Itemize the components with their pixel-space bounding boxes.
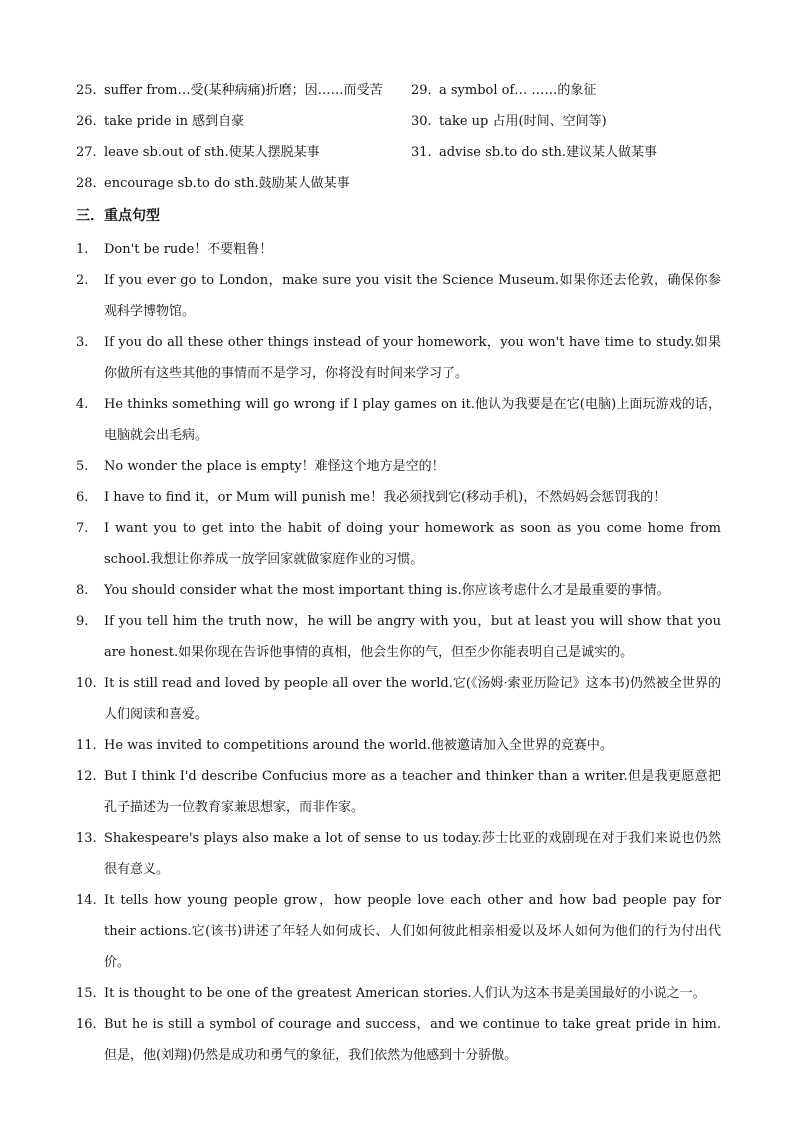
sentence-text: If you tell him the truth now，he will be angry with you，but at least you will show that you are honest.如果你现在告诉他事情的真相，他会生你的气，但至少你能表明自己是诚实的。 bbox=[104, 614, 721, 660]
vocab-row bbox=[76, 140, 756, 171]
item-number: 29. bbox=[411, 83, 432, 98]
item-number: 12. bbox=[76, 769, 97, 784]
sentence-item bbox=[76, 513, 721, 575]
sentence-item bbox=[76, 823, 721, 885]
sentence-item bbox=[76, 730, 721, 761]
sentence-item bbox=[76, 265, 721, 327]
vocab-item bbox=[76, 140, 320, 166]
item-number: 7. bbox=[76, 521, 89, 536]
vocab-item bbox=[76, 109, 244, 135]
item-number: 30. bbox=[411, 114, 432, 129]
sentence-item bbox=[76, 327, 721, 389]
sentence-item bbox=[76, 606, 721, 668]
item-number: 13. bbox=[76, 831, 97, 846]
sentence-item bbox=[76, 451, 721, 482]
item-number: 2. bbox=[76, 273, 89, 288]
sentence-text: I want you to get into the habit of doing your homework as soon as you come home from school.我想让你养成一放学回家就做家庭作业的习惯。 bbox=[104, 521, 721, 567]
item-number: 8. bbox=[76, 583, 89, 598]
vocabulary-list bbox=[76, 78, 756, 202]
vocab-row bbox=[76, 109, 756, 140]
item-text: a symbol of… ……的象征 bbox=[439, 83, 597, 98]
item-text: leave sb.out of sth.使某人摆脱某事 bbox=[104, 145, 320, 160]
item-text: encourage sb.to do sth.鼓励某人做某事 bbox=[104, 176, 350, 191]
vocab-item bbox=[411, 140, 657, 166]
vocab-item bbox=[411, 109, 607, 135]
item-number: 5. bbox=[76, 459, 89, 474]
sentence-item bbox=[76, 575, 721, 606]
vocab-item bbox=[76, 78, 383, 104]
item-text: suffer from…受(某种病痛)折磨；因……而受苦 bbox=[104, 83, 383, 98]
key-sentences-list bbox=[76, 234, 721, 1071]
sentence-text: It is thought to be one of the greatest American stories.人们认为这本书是美国最好的小说之一。 bbox=[104, 986, 706, 1001]
sentence-item bbox=[76, 668, 721, 730]
sentence-text: If you do all these other things instead of your homework，you won't have time to study.如果你做所有这些其他的事情而不是学习，你将没有时间来学习了。 bbox=[104, 335, 721, 381]
item-number: 16. bbox=[76, 1017, 97, 1032]
sentence-item bbox=[76, 389, 721, 451]
item-number: 6. bbox=[76, 490, 89, 505]
sentence-text: But I think I'd describe Confucius more as a teacher and thinker than a writer.但是我更愿意把孔子描述为一位教育家兼思想家，而非作家。 bbox=[104, 769, 721, 815]
item-number: 1. bbox=[76, 242, 89, 257]
item-text: take pride in 感到自豪 bbox=[104, 114, 245, 129]
sentence-text: He thinks something will go wrong if I play games on it.他认为我要是在它(电脑)上面玩游戏的话，电脑就会出毛病。 bbox=[104, 397, 721, 443]
item-number: 11. bbox=[76, 738, 97, 753]
vocab-item bbox=[76, 171, 350, 197]
item-number: 10. bbox=[76, 676, 97, 691]
sentence-item bbox=[76, 761, 721, 823]
sentence-text: Don't be rude！不要粗鲁！ bbox=[104, 242, 273, 257]
section-heading: 三．重点句型 bbox=[76, 208, 160, 224]
item-number: 31. bbox=[411, 145, 432, 160]
vocab-row bbox=[76, 171, 756, 202]
item-number: 26. bbox=[76, 114, 97, 129]
sentence-text: It tells how young people grow，how people love each other and how bad people pay for their actions.它(该书)讲述了年轻人如何成长、人们如何彼此相亲相爱以及坏人如何为他们的行为付出代价。 bbox=[104, 893, 721, 970]
sentence-text: Shakespeare's plays also make a lot of sense to us today.莎士比亚的戏剧现在对于我们来说也仍然很有意义。 bbox=[104, 831, 721, 877]
vocab-row bbox=[76, 78, 756, 109]
sentence-item bbox=[76, 978, 721, 1009]
item-number: 27. bbox=[76, 145, 97, 160]
item-text: take up 占用(时间、空间等) bbox=[439, 114, 607, 129]
item-number: 28. bbox=[76, 176, 97, 191]
sentence-text: You should consider what the most important thing is.你应该考虑什么才是最重要的事情。 bbox=[104, 583, 670, 598]
item-number: 15. bbox=[76, 986, 97, 1001]
sentence-item bbox=[76, 885, 721, 978]
sentence-text: It is still read and loved by people all over the world.它(《汤姆·索亚历险记》这本书)仍然被全世界的人们阅读和喜爱。 bbox=[104, 676, 721, 722]
sentence-item bbox=[76, 234, 721, 265]
vocab-item bbox=[411, 78, 596, 104]
item-number: 14. bbox=[76, 893, 97, 908]
item-number: 25. bbox=[76, 83, 97, 98]
sentence-text: He was invited to competitions around the world.他被邀请加入全世界的竞赛中。 bbox=[104, 738, 613, 753]
item-number: 4. bbox=[76, 397, 89, 412]
sentence-item bbox=[76, 1009, 721, 1071]
sentence-text: I have to find it，or Mum will punish me！我必须找到它(移动手机)，不然妈妈会惩罚我的！ bbox=[104, 490, 667, 505]
item-text: advise sb.to do sth.建议某人做某事 bbox=[439, 145, 658, 160]
sentence-text: If you ever go to London，make sure you visit the Science Museum.如果你还去伦敦，确保你参观科学博物馆。 bbox=[104, 273, 721, 319]
item-number: 3. bbox=[76, 335, 89, 350]
sentence-text: No wonder the place is empty！难怪这个地方是空的！ bbox=[104, 459, 445, 474]
sentence-text: But he is still a symbol of courage and success，and we continue to take great pride in him.但是，他(刘翔)仍然是成功和勇气的象征，我们依然为他感到十分骄傲。 bbox=[104, 1017, 721, 1063]
item-number: 9. bbox=[76, 614, 89, 629]
sentence-item bbox=[76, 482, 721, 513]
